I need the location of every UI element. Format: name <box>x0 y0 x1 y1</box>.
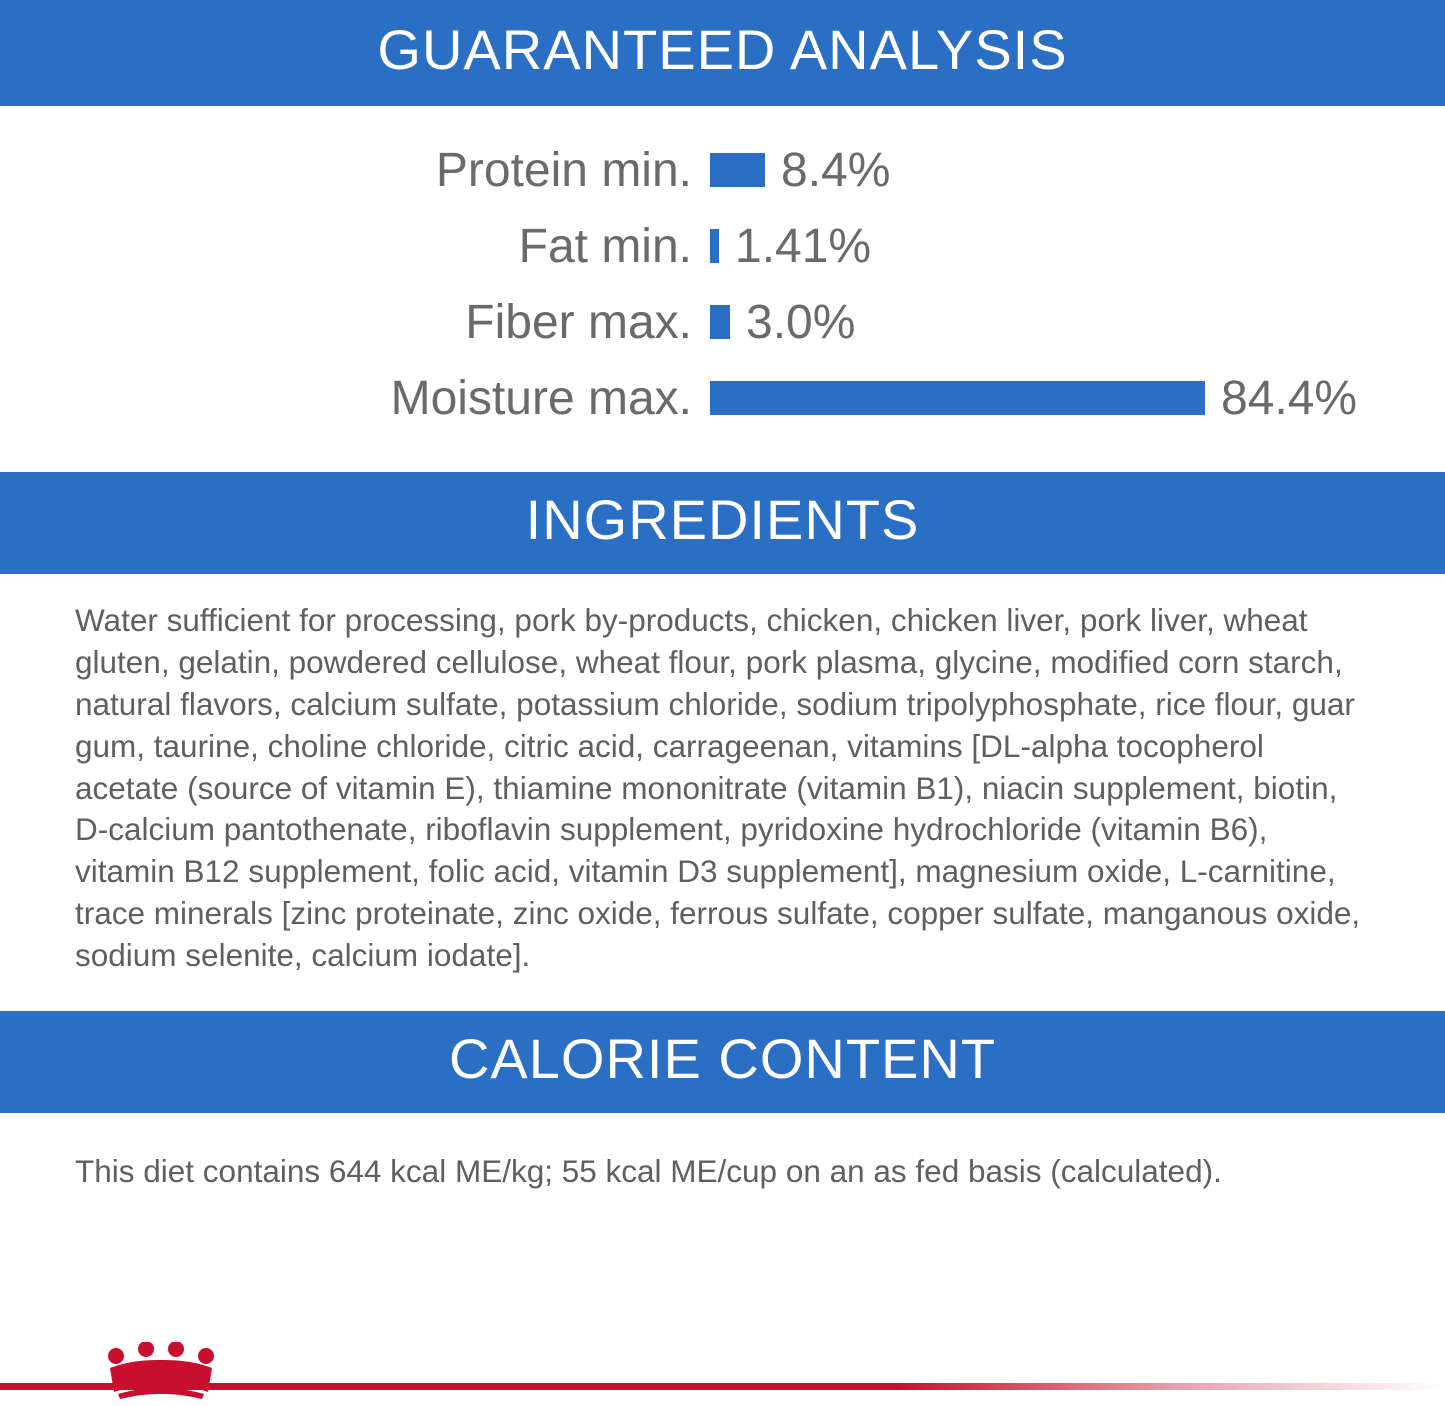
analysis-row <box>0 132 1445 208</box>
calorie-content-text: This diet contains 644 kcal ME/kg; 55 kcal ME/cup on an as fed basis (calculated). <box>75 1153 1222 1190</box>
analysis-bar <box>710 305 730 339</box>
analysis-bar <box>710 229 719 263</box>
divider-space <box>0 454 1445 472</box>
analysis-value: 84.4% <box>1221 371 1358 425</box>
analysis-row <box>0 208 1445 284</box>
analysis-value: 8.4% <box>781 143 891 197</box>
analysis-value: 1.41% <box>735 219 872 273</box>
guaranteed-analysis-header: GUARANTEED ANALYSIS <box>0 0 1445 106</box>
guaranteed-analysis-chart <box>0 106 1445 454</box>
calorie-content-header: CALORIE CONTENT <box>0 1011 1445 1113</box>
analysis-bar-wrap <box>710 219 1445 274</box>
analysis-label: Protein min. <box>435 143 692 197</box>
footer <box>0 1344 1445 1406</box>
analysis-bar <box>710 153 765 187</box>
analysis-bar-wrap <box>710 295 1445 350</box>
analysis-label: Moisture max. <box>390 371 692 425</box>
analysis-row <box>0 360 1445 436</box>
analysis-label: Fat min. <box>518 219 692 273</box>
analysis-bar-wrap <box>710 371 1445 426</box>
analysis-value: 3.0% <box>746 295 856 349</box>
ingredients-header: INGREDIENTS <box>0 472 1445 574</box>
analysis-bar <box>710 381 1205 415</box>
analysis-label: Fiber max. <box>465 295 692 349</box>
ingredients-text: Water sufficient for processing, pork by-products, chicken, chicken liver, pork liver, wheat gluten, gelatin, powdered cellulose, wheat flour, pork plasma, glycine, modified corn starch, natural flavors, calcium sulfate, potassium chloride, sodium tripolyphosphate, rice flour, guar gum, taurine, choline chloride, citric acid, carrageenan, vitamins [DL-alpha tocopherol acetate (source of vitamin E), thiamine mononitrate (vitamin B1), niacin supplement, biotin, D-calcium pantothenate, riboflavin supplement, pyridoxine hydrochloride (vitamin B6), vitamin B12 supplement, folic acid, vitamin D3 supplement], magnesium oxide, L-carnitine, trace minerals [zinc proteinate, zinc oxide, ferrous sulfate, copper sulfate, manganous oxide, sodium selenite, calcium iodate]. <box>75 602 1361 974</box>
royal-canin-crown-logo-icon <box>96 1342 236 1400</box>
analysis-row <box>0 284 1445 360</box>
analysis-bar-wrap <box>710 143 1445 198</box>
